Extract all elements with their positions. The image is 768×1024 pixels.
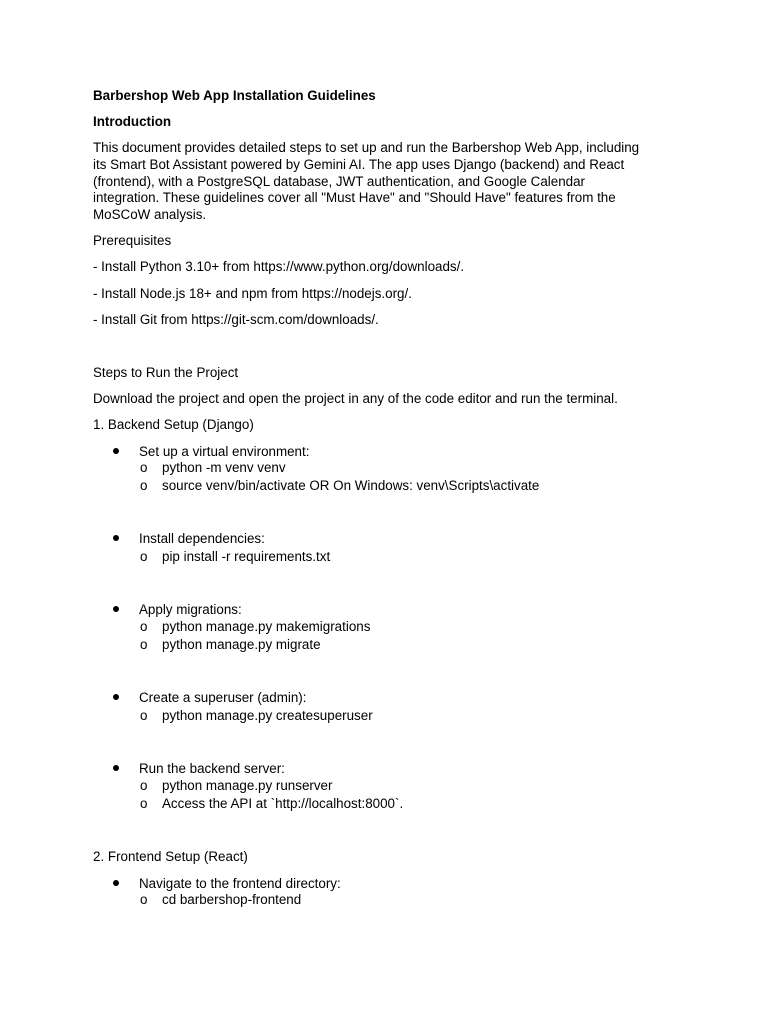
command-text: source venv/bin/activate OR On Windows: venv\Scripts\activate — [162, 478, 540, 493]
backend-heading: 1. Backend Setup (Django) — [93, 417, 254, 432]
bullet-icon — [113, 880, 119, 886]
prereq-item: - Install Node.js 18+ and npm from https://nodejs.org/. — [93, 286, 412, 301]
download-instruction: Download the project and open the project in any of the code editor and run the terminal. — [93, 391, 618, 406]
prereq-heading: Prerequisites — [93, 233, 172, 248]
command-text: python manage.py migrate — [162, 637, 321, 652]
intro-line: (frontend), with a PostgreSQL database, JWT authentication, and Google Calendar — [93, 174, 586, 189]
sub-bullet-marker: o — [140, 619, 148, 634]
intro-line: its Smart Bot Assistant powered by Gemini AI. The app uses Django (backend) and React — [93, 157, 625, 172]
prereq-item: - Install Git from https://git-scm.com/downloads/. — [93, 312, 379, 327]
bullet-icon — [113, 694, 119, 700]
sub-bullet-marker: o — [140, 796, 148, 811]
command-text: python manage.py makemigrations — [162, 619, 371, 634]
backend-step-label: Set up a virtual environment: — [139, 444, 310, 459]
intro-line: This document provides detailed steps to set up and run the Barbershop Web App, including — [93, 140, 640, 155]
command-text: Access the API at `http://localhost:8000`. — [162, 796, 404, 811]
prereq-item: - Install Python 3.10+ from https://www.python.org/downloads/. — [93, 259, 465, 274]
intro-heading: Introduction — [93, 114, 172, 129]
frontend-step-label: Navigate to the frontend directory: — [139, 876, 341, 891]
backend-step-label: Run the backend server: — [139, 761, 285, 776]
backend-step-label: Create a superuser (admin): — [139, 690, 307, 705]
bullet-icon — [113, 765, 119, 771]
sub-bullet-marker: o — [140, 708, 148, 723]
bullet-icon — [113, 606, 119, 612]
steps-heading: Steps to Run the Project — [93, 365, 239, 380]
frontend-heading: 2. Frontend Setup (React) — [93, 849, 248, 864]
document-title: Barbershop Web App Installation Guidelines — [93, 88, 376, 103]
sub-bullet-marker: o — [140, 637, 148, 652]
bullet-icon — [113, 535, 119, 541]
command-text: python manage.py createsuperuser — [162, 708, 373, 723]
sub-bullet-marker: o — [140, 778, 148, 793]
backend-step-label: Install dependencies: — [139, 531, 265, 546]
intro-line: integration. These guidelines cover all "Must Have" and "Should Have" features from the — [93, 190, 616, 205]
command-text: python -m venv venv — [162, 460, 286, 475]
command-text: python manage.py runserver — [162, 778, 333, 793]
intro-line: MoSCoW analysis. — [93, 207, 207, 222]
sub-bullet-marker: o — [140, 478, 148, 493]
bullet-icon — [113, 448, 119, 454]
command-text: cd barbershop-frontend — [162, 892, 302, 907]
sub-bullet-marker: o — [140, 892, 148, 907]
sub-bullet-marker: o — [140, 460, 148, 475]
command-text: pip install -r requirements.txt — [162, 549, 331, 564]
backend-step-label: Apply migrations: — [139, 602, 242, 617]
sub-bullet-marker: o — [140, 549, 148, 564]
